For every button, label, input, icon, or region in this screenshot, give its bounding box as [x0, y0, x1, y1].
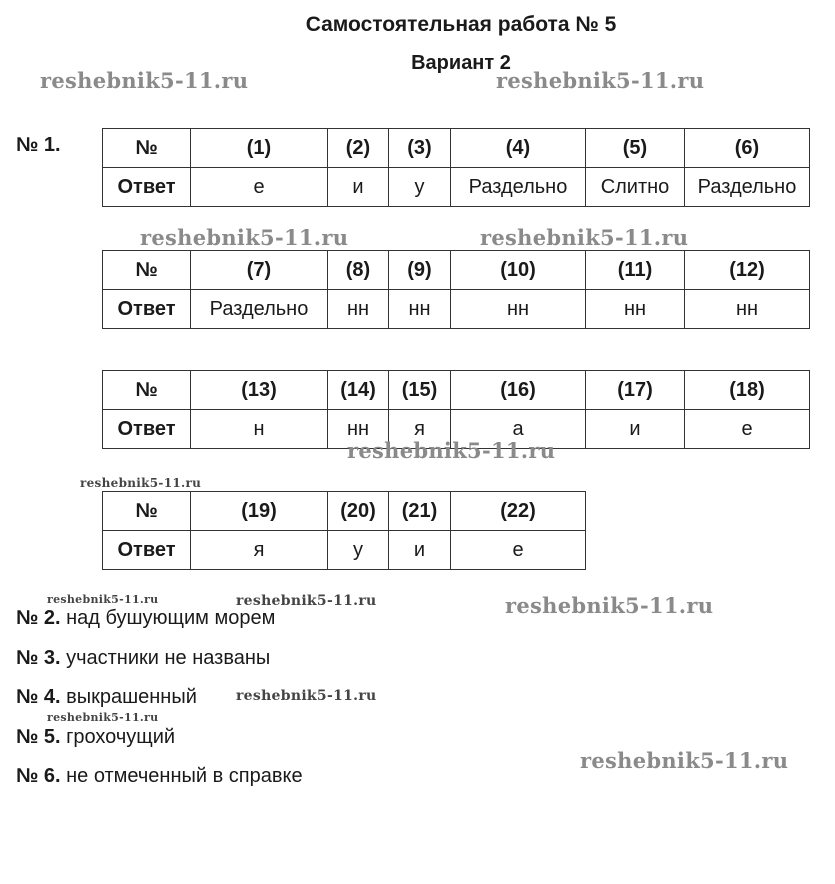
table-row	[103, 371, 810, 410]
answer-table-2	[102, 250, 810, 329]
num-cell: (10)	[451, 251, 586, 290]
watermark: reshebnik5-11.ru	[47, 593, 159, 606]
table-row	[103, 129, 810, 168]
table-row	[103, 531, 586, 570]
task-5-label: № 5.	[16, 726, 61, 748]
table-row	[103, 168, 810, 207]
answer-cell: Раздельно	[191, 290, 328, 329]
answer-cell: Раздельно	[685, 168, 810, 207]
task-5	[16, 726, 175, 749]
num-cell: (21)	[389, 492, 451, 531]
num-cell: (17)	[586, 371, 685, 410]
answer-cell: нн	[586, 290, 685, 329]
answer-label-cell: Ответ	[103, 168, 191, 207]
watermark: reshebnik5-11.ru	[480, 225, 689, 250]
header-label-cell: №	[103, 129, 191, 168]
num-cell: (1)	[191, 129, 328, 168]
table-row	[103, 290, 810, 329]
answer-cell: а	[451, 410, 586, 449]
watermark: reshebnik5-11.ru	[236, 688, 377, 704]
num-cell: (7)	[191, 251, 328, 290]
watermark: reshebnik5-11.ru	[236, 593, 377, 609]
num-cell: (3)	[389, 129, 451, 168]
task-6-label: № 6.	[16, 765, 61, 787]
answer-cell: е	[685, 410, 810, 449]
num-cell: (13)	[191, 371, 328, 410]
num-cell: (16)	[451, 371, 586, 410]
task-4-answer: выкрашенный	[66, 686, 197, 708]
watermark: reshebnik5-11.ru	[47, 711, 159, 724]
task-3	[16, 647, 270, 670]
answer-label-cell: Ответ	[103, 531, 191, 570]
watermark: reshebnik5-11.ru	[80, 476, 202, 490]
answer-table-1	[102, 128, 810, 207]
answer-table-4	[102, 491, 586, 570]
task-2	[16, 607, 275, 630]
answer-cell: у	[389, 168, 451, 207]
answer-cell: е	[191, 168, 328, 207]
num-cell: (8)	[328, 251, 389, 290]
num-cell: (14)	[328, 371, 389, 410]
watermark: reshebnik5-11.ru	[580, 748, 789, 773]
answer-cell: нн	[451, 290, 586, 329]
task-1-label: № 1.	[16, 134, 61, 156]
task-4-label: № 4.	[16, 686, 61, 708]
task-6	[16, 765, 303, 788]
variant-title: Вариант 2	[411, 52, 511, 74]
header-label-cell: №	[103, 371, 191, 410]
answer-cell: и	[586, 410, 685, 449]
num-cell: (4)	[451, 129, 586, 168]
num-cell: (12)	[685, 251, 810, 290]
num-cell: (6)	[685, 129, 810, 168]
answer-cell: и	[389, 531, 451, 570]
answer-cell: я	[191, 531, 328, 570]
task-5-answer: грохочущий	[66, 726, 176, 748]
answer-cell: у	[328, 531, 389, 570]
answer-cell: нн	[685, 290, 810, 329]
table-row	[103, 492, 586, 531]
answer-cell: е	[451, 531, 586, 570]
answer-cell: нн	[389, 290, 451, 329]
header-label-cell: №	[103, 251, 191, 290]
task-6-answer: не отмеченный в справке	[66, 765, 303, 787]
task-2-label: № 2.	[16, 607, 61, 629]
num-cell: (2)	[328, 129, 389, 168]
num-cell: (11)	[586, 251, 685, 290]
watermark: reshebnik5-11.ru	[140, 225, 349, 250]
answer-label-cell: Ответ	[103, 290, 191, 329]
answer-cell: нн	[328, 410, 389, 449]
answer-cell: Раздельно	[451, 168, 586, 207]
num-cell: (22)	[451, 492, 586, 531]
watermark: reshebnik5-11.ru	[347, 438, 556, 463]
task-2-answer: над бушующим морем	[66, 607, 276, 629]
task-3-answer: участники не названы	[66, 647, 271, 669]
num-cell: (9)	[389, 251, 451, 290]
num-cell: (15)	[389, 371, 451, 410]
answer-cell: нн	[328, 290, 389, 329]
page-title: Самостоятельная работа № 5	[305, 13, 617, 36]
header-label-cell: №	[103, 492, 191, 531]
answer-cell: Слитно	[586, 168, 685, 207]
answer-cell: и	[328, 168, 389, 207]
num-cell: (5)	[586, 129, 685, 168]
answer-label-cell: Ответ	[103, 410, 191, 449]
task-4	[16, 686, 197, 709]
task-3-label: № 3.	[16, 647, 61, 669]
answer-cell: н	[191, 410, 328, 449]
watermark: reshebnik5-11.ru	[40, 68, 249, 93]
num-cell: (18)	[685, 371, 810, 410]
watermark: reshebnik5-11.ru	[496, 68, 705, 93]
num-cell: (19)	[191, 492, 328, 531]
watermark: reshebnik5-11.ru	[505, 593, 714, 618]
num-cell: (20)	[328, 492, 389, 531]
table-row	[103, 251, 810, 290]
answer-cell: я	[389, 410, 451, 449]
